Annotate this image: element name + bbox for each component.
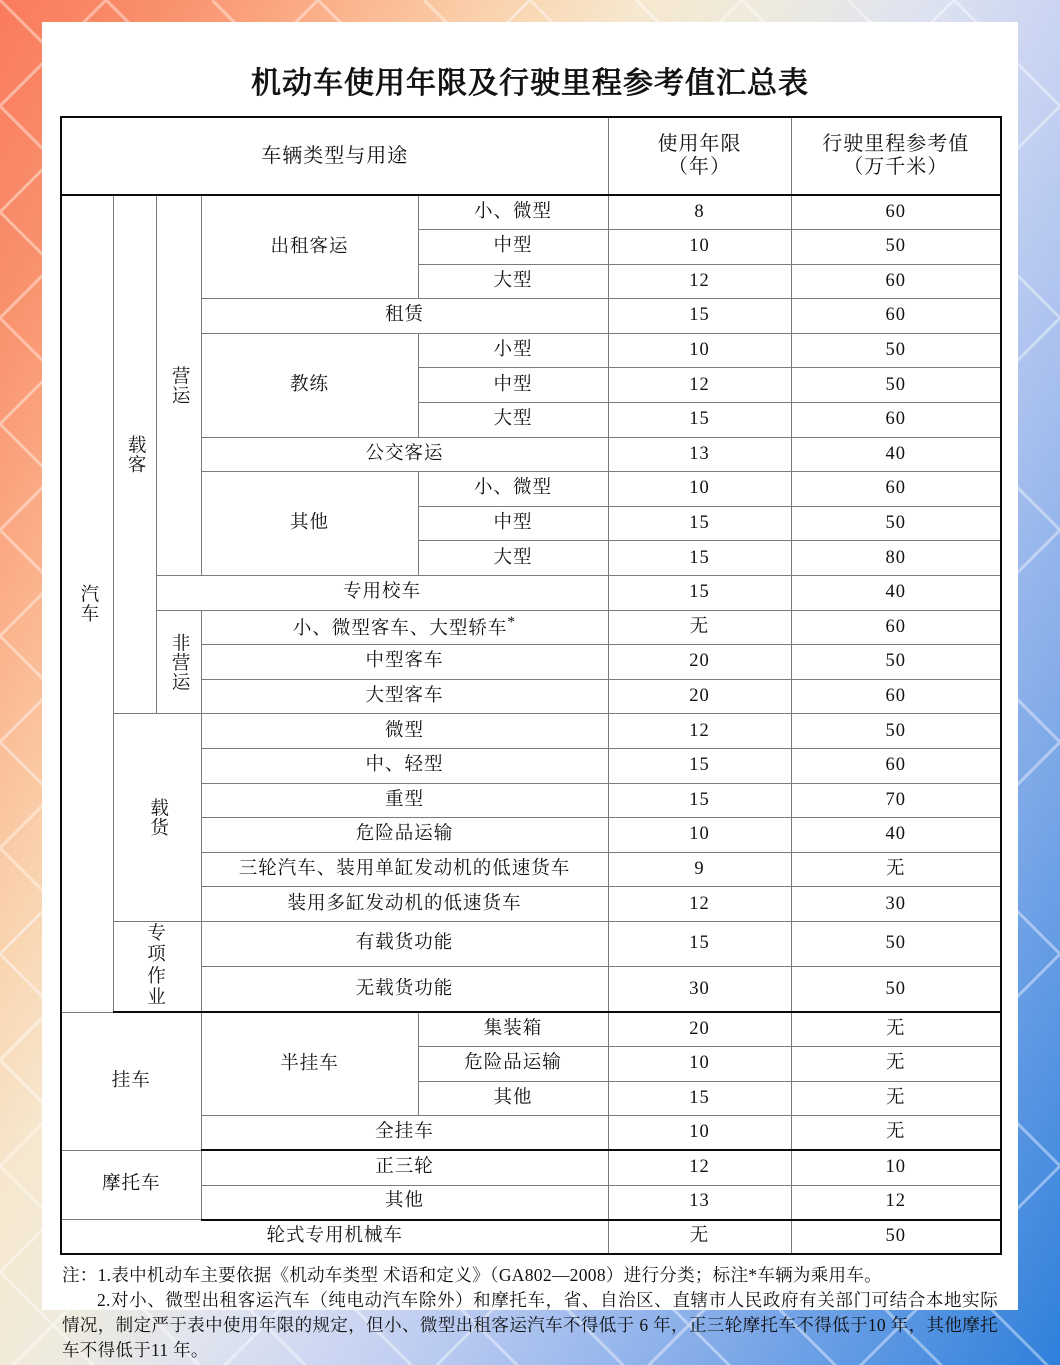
group-zaike: 载客 <box>113 195 156 714</box>
km-cell: 50 <box>791 506 1001 541</box>
table-row <box>61 1012 1001 1047</box>
years-cell: 无 <box>608 1220 791 1255</box>
years-cell: 无 <box>608 610 791 645</box>
subtype-cell: 大型 <box>418 541 608 576</box>
km-cell: 30 <box>791 887 1001 922</box>
table-row <box>61 610 1001 645</box>
years-cell: 15 <box>608 576 791 611</box>
km-cell: 无 <box>791 1081 1001 1116</box>
header-mileage-line2: （万千米） <box>843 156 949 178</box>
table-row <box>61 783 1001 818</box>
km-cell: 50 <box>791 368 1001 403</box>
years-cell: 9 <box>608 852 791 887</box>
table-row <box>61 967 1001 1012</box>
table-row <box>61 437 1001 472</box>
group-zhuanxiang: 专 项 作 业 <box>113 921 201 1012</box>
years-cell: 13 <box>608 437 791 472</box>
group-motuoche: 摩托车 <box>61 1150 201 1219</box>
table-row <box>61 333 1001 368</box>
subtype-cell: 三轮汽车、装用单缸发动机的低速货车 <box>201 852 608 887</box>
table-container <box>42 116 1018 1255</box>
label-gongjiao-keyun: 公交客运 <box>201 437 608 472</box>
subtype-cell: 装用多缸发动机的低速货车 <box>201 887 608 922</box>
header-service-years <box>608 117 791 195</box>
header-service-years-line1: 使用年限 <box>657 133 742 155</box>
document-card <box>42 22 1018 1360</box>
km-cell: 无 <box>791 852 1001 887</box>
label-qita: 其他 <box>201 472 418 576</box>
table-row <box>61 195 1001 230</box>
km-cell: 40 <box>791 576 1001 611</box>
km-cell: 70 <box>791 783 1001 818</box>
table-row <box>61 1220 1001 1255</box>
table-notes <box>42 1255 1018 1362</box>
years-cell: 12 <box>608 887 791 922</box>
km-cell: 无 <box>791 1047 1001 1082</box>
table-row <box>61 679 1001 714</box>
years-cell: 10 <box>608 1047 791 1082</box>
km-cell: 12 <box>791 1185 1001 1220</box>
km-cell: 60 <box>791 299 1001 334</box>
years-cell: 15 <box>608 783 791 818</box>
note-line-2: 2.对小、微型出租客运汽车（纯电动汽车除外）和摩托车，省、自治区、直辖市人民政府有关部门可结合本地实际情况，制定严于表中使用年限的规定，但小、微型出租客运汽车不得低于 6 年，正三轮摩托车不得低于10 年，其他摩托车不得低于11 年。 <box>62 1290 998 1360</box>
table-row <box>61 472 1001 507</box>
subtype-cell: 危险品运输 <box>201 818 608 853</box>
subtype-cell: 其他 <box>418 1081 608 1116</box>
subtype-cell: 大型 <box>418 264 608 299</box>
group-zaihuo: 载货 <box>113 714 201 922</box>
km-cell: 40 <box>791 818 1001 853</box>
km-cell: 无 <box>791 1012 1001 1047</box>
km-cell: 50 <box>791 967 1001 1012</box>
subtype-cell: 中、轻型 <box>201 749 608 784</box>
years-cell: 10 <box>608 333 791 368</box>
years-cell: 15 <box>608 403 791 438</box>
subtype-cell: 微型 <box>201 714 608 749</box>
subtype-cell: 小型 <box>418 333 608 368</box>
subtype-cell: 集装箱 <box>418 1012 608 1047</box>
table-row <box>61 299 1001 334</box>
header-mileage-line1: 行驶里程参考值 <box>822 133 970 155</box>
years-cell: 15 <box>608 506 791 541</box>
label-daxing-keche: 大型客车 <box>201 679 608 714</box>
years-cell: 15 <box>608 749 791 784</box>
years-cell: 20 <box>608 679 791 714</box>
years-cell: 10 <box>608 230 791 265</box>
subtype-cell: 有载货功能 <box>201 921 608 966</box>
years-cell: 15 <box>608 1081 791 1116</box>
subtype-cell: 大型 <box>418 403 608 438</box>
km-cell: 60 <box>791 610 1001 645</box>
subtype-cell: 中型 <box>418 506 608 541</box>
km-cell: 50 <box>791 714 1001 749</box>
years-cell: 13 <box>608 1185 791 1220</box>
header-mileage <box>791 117 1001 195</box>
table-row <box>61 1185 1001 1220</box>
km-cell: 60 <box>791 403 1001 438</box>
label-jiaolian: 教练 <box>201 333 418 437</box>
km-cell: 50 <box>791 230 1001 265</box>
label-chuzu-keyun: 出租客运 <box>201 195 418 299</box>
note-line-1: 注：1.表中机动车主要依据《机动车类型 术语和定义》（GA802—2008）进行分类；标注*车辆为乘用车。 <box>62 1265 882 1286</box>
years-cell: 12 <box>608 714 791 749</box>
group-fei-yingyun: 非营运 <box>156 610 201 714</box>
km-cell: 60 <box>791 749 1001 784</box>
km-cell: 无 <box>791 1116 1001 1151</box>
page-title: 机动车使用年限及行驶里程参考值汇总表 <box>251 66 809 101</box>
km-cell: 50 <box>791 645 1001 680</box>
years-cell: 20 <box>608 1012 791 1047</box>
km-cell: 60 <box>791 472 1001 507</box>
km-cell: 80 <box>791 541 1001 576</box>
subtype-cell: 其他 <box>201 1185 608 1220</box>
table-row <box>61 921 1001 966</box>
years-cell: 20 <box>608 645 791 680</box>
km-cell: 60 <box>791 195 1001 230</box>
table-row <box>61 576 1001 611</box>
km-cell: 40 <box>791 437 1001 472</box>
km-cell: 60 <box>791 264 1001 299</box>
years-cell: 15 <box>608 921 791 966</box>
vehicle-lifespan-table <box>60 116 1002 1255</box>
group-yingyun: 营运 <box>156 195 201 576</box>
km-cell: 50 <box>791 333 1001 368</box>
label-lunshi: 轮式专用机械车 <box>61 1220 608 1255</box>
subtype-cell: 中型 <box>418 230 608 265</box>
table-row <box>61 818 1001 853</box>
years-cell: 12 <box>608 264 791 299</box>
subtype-cell: 无载货功能 <box>201 967 608 1012</box>
footnote-star: * <box>507 614 517 632</box>
km-cell: 50 <box>791 921 1001 966</box>
subtype-cell: 正三轮 <box>201 1150 608 1185</box>
years-cell: 8 <box>608 195 791 230</box>
years-cell: 12 <box>608 368 791 403</box>
years-cell: 15 <box>608 299 791 334</box>
subtype-cell: 中型 <box>418 368 608 403</box>
label-quanguache: 全挂车 <box>201 1116 608 1151</box>
table-row <box>61 749 1001 784</box>
table-header-row <box>61 117 1001 195</box>
years-cell: 12 <box>608 1150 791 1185</box>
table-row <box>61 852 1001 887</box>
table-row <box>61 1116 1001 1151</box>
subtype-cell: 重型 <box>201 783 608 818</box>
km-cell: 60 <box>791 679 1001 714</box>
label-zulin: 租赁 <box>201 299 608 334</box>
table-row <box>61 887 1001 922</box>
years-cell: 10 <box>608 472 791 507</box>
table-row <box>61 714 1001 749</box>
subtype-cell: 小、微型 <box>418 472 608 507</box>
label-text: 小、微型客车、大型轿车 <box>292 619 508 640</box>
label-xiao-weixing-keche <box>201 610 608 645</box>
km-cell: 10 <box>791 1150 1001 1185</box>
years-cell: 15 <box>608 541 791 576</box>
years-cell: 10 <box>608 818 791 853</box>
group-guache: 挂车 <box>61 1012 201 1150</box>
header-service-years-line2: （年） <box>668 156 732 178</box>
label-banguache: 半挂车 <box>201 1012 418 1116</box>
label-zhuanyong-xiaoche: 专用校车 <box>156 576 608 611</box>
years-cell: 10 <box>608 1116 791 1151</box>
table-row <box>61 1150 1001 1185</box>
subtype-cell: 危险品运输 <box>418 1047 608 1082</box>
km-cell: 50 <box>791 1220 1001 1255</box>
label-zhongxing-keche: 中型客车 <box>201 645 608 680</box>
table-row <box>61 645 1001 680</box>
subtype-cell: 小、微型 <box>418 195 608 230</box>
group-qiche: 汽车 <box>61 195 113 1012</box>
years-cell: 30 <box>608 967 791 1012</box>
header-vehicle-type: 车辆类型与用途 <box>61 117 608 195</box>
